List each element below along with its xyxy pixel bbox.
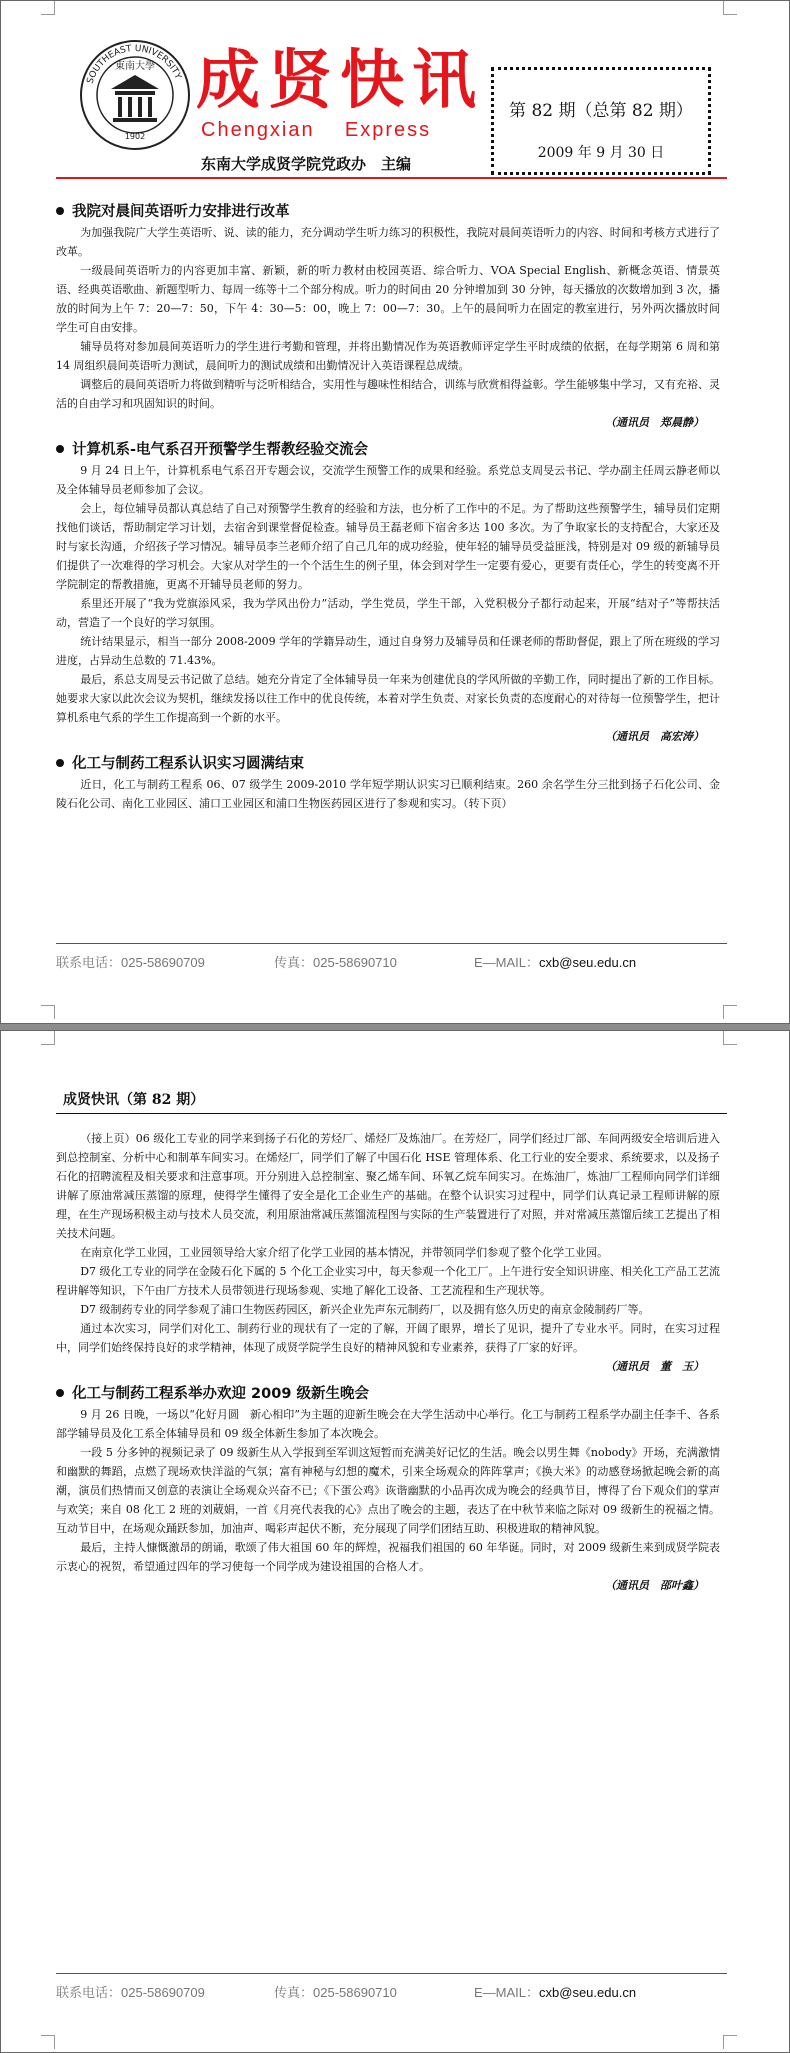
reporter-byline: （通讯员 郑晨静）: [605, 416, 704, 429]
page-1-content: [56, 195, 720, 813]
footer-fax: 传真：025-58690710: [274, 1985, 397, 2000]
article-paragraph: 统计结果显示，相当一部分 2008-2009 学年的学籍异动生，通过自身努力及辅导员和任课老师的帮助督促，跟上了所在班级的学习进度，占异动生总数的 71.43%。: [56, 635, 720, 667]
article-paragraph: 在南京化学工业园，工业园领导给大家介绍了化学工业园的基本情况，并带领同学们参观了整个化学工业园。: [80, 1246, 609, 1259]
page-1: [0, 0, 790, 1024]
article-paragraph: 9 月 24 日上午，计算机系电气系召开专题会议，交流学生预警工作的成果和经验。系党总支周旻云书记、学办副主任周云静老师以及全体辅导员老师参加了会议。: [56, 464, 720, 496]
newsletter-title-en: Chengxian Express: [201, 119, 432, 141]
footer-email: E—MAIL：cxb@seu.edu.cn: [474, 1985, 637, 2000]
article-paragraph: （接上页）06 级化工专业的同学来到扬子石化的芳烃厂、烯烃厂及炼油厂。在芳烃厂，同学们经过厂部、车间两级安全培训后进入到总控制室、分析中心和制革车间实习。在烯烃厂，同学们了解了中国石化 HSE 管理体系、化工行业的安全要求、系统要求，以及扬子石化的招聘流程及相关要求和注意事项。开分别进入总控制室、聚乙烯车间、环氧乙烷车间实习。在炼油厂，炼油厂工程师向同学们详细讲解了原油常减压蒸馏的原理，使得学生懂得了安全是化工企业生产的基础。在整个认识实习过程中，同学们认真记录工程师讲解的原理，在生产现场积极主动与技术人员交流，利用原油常减压蒸馏流程图与实际的生产装置进行了对照，并对常减压蒸馏后续工艺提出了相关技术问题。: [56, 1132, 720, 1240]
crop-mark: [41, 1005, 55, 1019]
footer-phone: 联系电话：025-58690709: [56, 955, 205, 970]
article-paragraph: 最后，系总支周旻云书记做了总结。她充分肯定了全体辅导员一年来为创建优良的学风所做的辛勤工作，同时提出了新的工作目标。她要求大家以此次会议为契机，继续发扬以往工作中的优良传统，本着对学生负责、对家长负责的态度耐心的对待每一位预警学生，把计算机系电气系的学生工作提高到一个新的水平。: [56, 673, 720, 724]
crop-mark: [41, 1, 55, 15]
footer-rule: [56, 943, 727, 944]
reporter-byline: （通讯员 邵叶鑫）: [605, 1579, 704, 1592]
article-paragraph: 辅导员将对参加晨间英语听力的学生进行考勤和管理，并将出勤情况作为英语教师评定学生平时成绩的依据，在每学期第 6 周和第 14 周组织晨间英语听力测试，晨间听力的测试成绩和出勤情况计入英语课程总成绩。: [56, 340, 720, 372]
newsletter-title: 成贤快讯: [196, 43, 484, 118]
crop-mark: [723, 1005, 737, 1019]
reporter-byline: （通讯员 董 玉）: [605, 1360, 704, 1373]
svg-text:SOUTHEAST UNIVERSITY: SOUTHEAST UNIVERSITY: [85, 43, 183, 86]
footer-email: E—MAIL：cxb@seu.edu.cn: [474, 955, 637, 970]
article-paragraph: D7 级化工专业的同学在金陵石化下属的 5 个化工企业实习中，每天参观一个化工厂。上午进行安全知识讲座、相关化工产品工艺流程讲解等知识，下午由厂方技术人员带领进行现场参观、实地了解化工设备、工艺流程和生产现状等。: [56, 1265, 720, 1297]
crop-mark: [723, 1031, 737, 1045]
article-paragraph: 调整后的晨间英语听力将做到精听与泛听相结合，实用性与趣味性相结合，训练与欣赏相得益彰。学生能够集中学习，又有充裕、灵活的自由学习和巩固知识的时间。: [56, 378, 720, 410]
university-seal-logo: [79, 39, 191, 151]
footer-rule: [56, 1973, 727, 1974]
article-paragraph: 为加强我院广大学生英语听、说、读的能力，充分调动学生听力练习的积极性，我院对晨间英语听力的内容、时间和考核方式进行了改革。: [56, 226, 720, 258]
article-paragraph: 系里还开展了“我为党旗添风采，我为学风出份力”活动，学生党员，学生干部，入党积极分子都行动起来，开展“结对子”等帮扶活动，营造了一个良好的学习氛围。: [56, 597, 720, 629]
footer-fax: 传真：025-58690710: [274, 955, 397, 970]
article-paragraph: 近日，化工与制药工程系 06、07 级学生 2009-2010 学年短学期认识实习已顺利结束。260 余名学生分三批到扬子石化公司、金陵石化公司、南化工业园区、浦口工业园区和浦口生物医药园区进行了参观和实习。（转下页）: [56, 778, 720, 810]
article-paragraph: 通过本次实习，同学们对化工、制药行业的现状有了一定的了解，开阔了眼界，增长了见识，提升了专业水平。同时，在实习过程中，同学们始终保持良好的求学精神，体现了成贤学院学生良好的精神风貌和专业素养，获得了厂家的好评。: [56, 1322, 720, 1354]
crop-mark: [723, 1, 737, 15]
crop-mark: [723, 2035, 737, 2049]
crop-mark: [41, 1031, 55, 1045]
bullet-icon: [56, 759, 64, 767]
masthead-rule: [56, 177, 727, 179]
svg-text:1902: 1902: [124, 132, 146, 141]
bullet-icon: [56, 1389, 64, 1397]
page-2-content: [56, 1129, 720, 1596]
article-heading: 计算机系-电气系召开预警学生帮教经验交流会: [56, 439, 720, 461]
article-heading: 化工与制药工程系认识实习圆满结束: [56, 753, 720, 775]
issue-box: [491, 67, 711, 175]
article-paragraph: 一段 5 分多钟的视频记录了 09 级新生从入学报到至军训这短暂而充满美好记忆的生活。晚会以男生舞《nobody》开场，充满激情和幽默的舞蹈，点燃了现场欢快洋溢的气氛；富有神秘与幻想的魔术，引来全场观众的阵阵掌声；《换大米》的动感登场掀起晚会新的高潮，演员们热情而又创意的表演让全场观众兴奋不已；《下蛋公鸡》诙谐幽默的小品再次成为晚会的经典节目，博得了台下观众们的掌声与欢笑；来自 08 化工 2 班的刘葳娟，一首《月亮代表我的心》点出了晚会的主题，表达了在中秋节来临之际对 09 级新生的祝福之情。互动节目中，在场观众踊跃参加，加油声、喝彩声起伏不断，充分展现了同学们团结互助、积极进取的精神风貌。: [56, 1446, 720, 1535]
svg-text:東南大學: 東南大學: [115, 61, 155, 72]
article-paragraph: 9 月 26 日晚，一场以“化好月圆 新心相印”为主题的迎新生晚会在大学生活动中心举行。化工与制药工程系学办副主任李千、各系部学辅导员及化工系全体辅导员和 09 级全体新生参加了本次晚会。: [56, 1408, 720, 1440]
issue-date: 2009 年 9 月 30 日: [537, 145, 665, 161]
article-heading: 化工与制药工程系举办欢迎 2009 级新生晚会: [56, 1383, 720, 1405]
article-paragraph: D7 级制药专业的同学参观了浦口生物医药园区，新兴企业先声东元制药厂，以及拥有悠久历史的南京金陵制药厂等。: [80, 1303, 650, 1316]
page-2: [0, 1030, 790, 2053]
bullet-icon: [56, 445, 64, 453]
article-paragraph: 一级晨间英语听力的内容更加丰富、新颖，新的听力教材由校园英语、综合听力、VOA Special English、新概念英语、情景英语、经典英语歌曲、新题型听力、每周一练等十二个部分构成。听力的时间由 20 分钟增加到 30 分钟，每天播放的次数增加到 3 次，播放的时间为上午 7：20—7：50，下午 4：30—5：00，晚上 7：00—7：30。上午的晨间听力在固定的教室进行，另外两次播放时间学生可自由安排。: [56, 264, 720, 334]
bullet-icon: [56, 207, 64, 215]
footer-phone: 联系电话：025-58690709: [56, 1985, 205, 2000]
article-paragraph: 会上，每位辅导员都认真总结了自己对预警学生教育的经验和方法，也分析了工作中的不足。为了帮助这些预警学生，辅导员们定期找他们谈话，帮助制定学习计划，去宿舍到课堂督促检查。辅导员王磊老师下宿舍多达 100 多次。为了争取家长的支持配合，大家还及时与家长沟通，介绍孩子学习情况。辅导员李兰老师介绍了自己几年的成功经验，使年轻的辅导员受益匪浅，特别是对 09 级的新辅导员们提供了一次难得的学习机会。大家从对学生的一个个活生生的例子里，体会到对学生一定要有爱心，更要有责任心，学生的转变离不开学院制定的帮教措施，更离不开辅导员老师的努力。: [56, 502, 720, 591]
issue-number: 第 82 期（总第 82 期）: [509, 101, 693, 121]
reporter-byline: （通讯员 高宏涛）: [605, 730, 704, 743]
header-rule: [56, 1113, 727, 1114]
running-header: 成贤快讯（第 82 期）: [63, 1092, 205, 1108]
crop-mark: [41, 2035, 55, 2049]
article-heading: 我院对晨间英语听力安排进行改革: [56, 201, 720, 223]
article-paragraph: 最后，主持人慷慨激昂的朗诵，歌颂了伟大祖国 60 年的辉煌，祝福我们祖国的 60 年华诞。同时，对 2009 级新生来到成贤学院表示衷心的祝贺，希望通过四年的学习使每一个同学成为建设祖国的合格人才。: [56, 1541, 720, 1573]
editor-org: 东南大学成贤学院党政办 主编: [201, 155, 412, 173]
